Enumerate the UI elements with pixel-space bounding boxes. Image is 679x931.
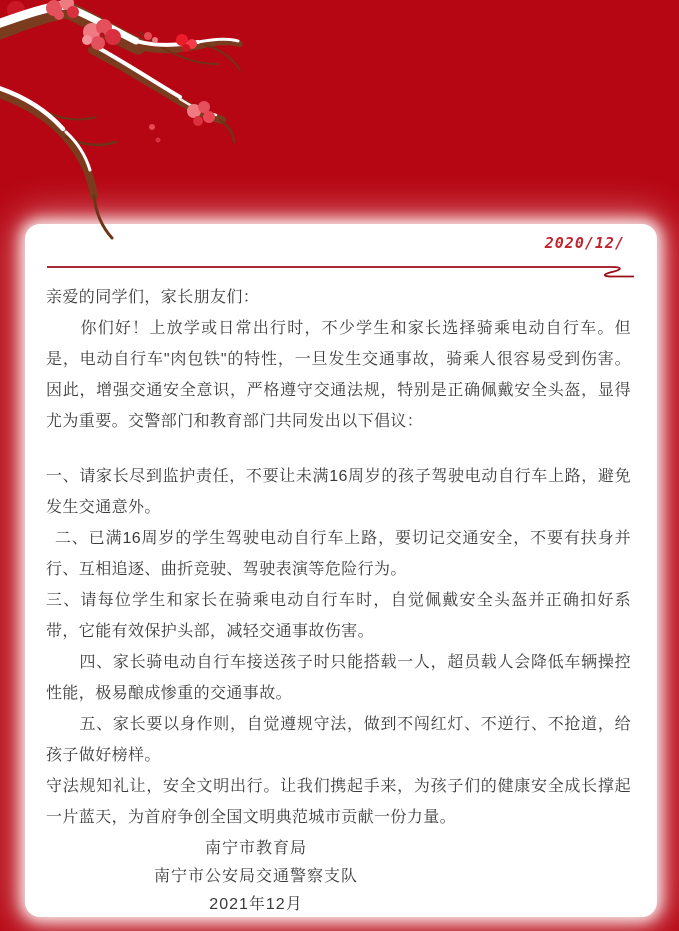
proposal-item-4: 四、家长骑电动自行车接送孩子时只能搭载一人，超员载人会降低车辆操控性能，极易酿成惨重的交通事故。 bbox=[46, 654, 631, 702]
plum-blossom-branch-icon bbox=[0, 0, 262, 250]
signature-block bbox=[46, 835, 466, 919]
signature-education-bureau: 南宁市教育局 bbox=[204, 840, 307, 857]
letter-body bbox=[46, 282, 631, 919]
proposal-item-1: 一、请家长尽到监护责任，不要让未满16周岁的孩子驾驶电动自行车上路，避免发生交通意外。 bbox=[46, 468, 631, 516]
closing-paragraph: 守法规知礼让，安全文明出行。让我们携起手来，为孩子们的健康安全成长撑起一片蓝天，为首府争创全国文明典范城市贡献一份力量。 bbox=[46, 778, 631, 826]
signature-date: 2021年12月 bbox=[209, 896, 303, 913]
proposal-item-5: 五、家长要以身作则，自觉遵规守法，做到不闯红灯、不逆行、不抢道，给孩子做好榜样。 bbox=[46, 716, 631, 764]
proposal-item-3: 三、请每位学生和家长在骑乘电动自行车时，自觉佩戴安全头盔并正确扣好系带，它能有效保护头部，减轻交通事故伤害。 bbox=[46, 592, 631, 640]
salutation: 亲爱的同学们，家长朋友们： bbox=[46, 289, 260, 306]
date-underline-rule bbox=[46, 264, 636, 279]
letter-date: 2020/12/ bbox=[544, 234, 625, 252]
proposal-item-2: 二、已满16周岁的学生驾驶电动自行车上路，要切记交通安全，不要有扶身并行、互相追逐、曲折竞驶、驾驶表演等危险行为。 bbox=[46, 530, 631, 578]
intro-paragraph: 你们好！上放学或日常出行时，不少学生和家长选择骑乘电动自行车。但是，电动自行车"肉包铁"的特性，一旦发生交通事故，骑乘人很容易受到伤害。因此，增强交通安全意识，严格遵守交通法规，特别是正确佩戴安全头盔，显得尤为重要。交警部门和教育部门共同发出以下倡议： bbox=[46, 320, 631, 430]
letter-card bbox=[25, 224, 657, 917]
signature-traffic-police: 南宁市公安局交通警察支队 bbox=[153, 868, 358, 885]
